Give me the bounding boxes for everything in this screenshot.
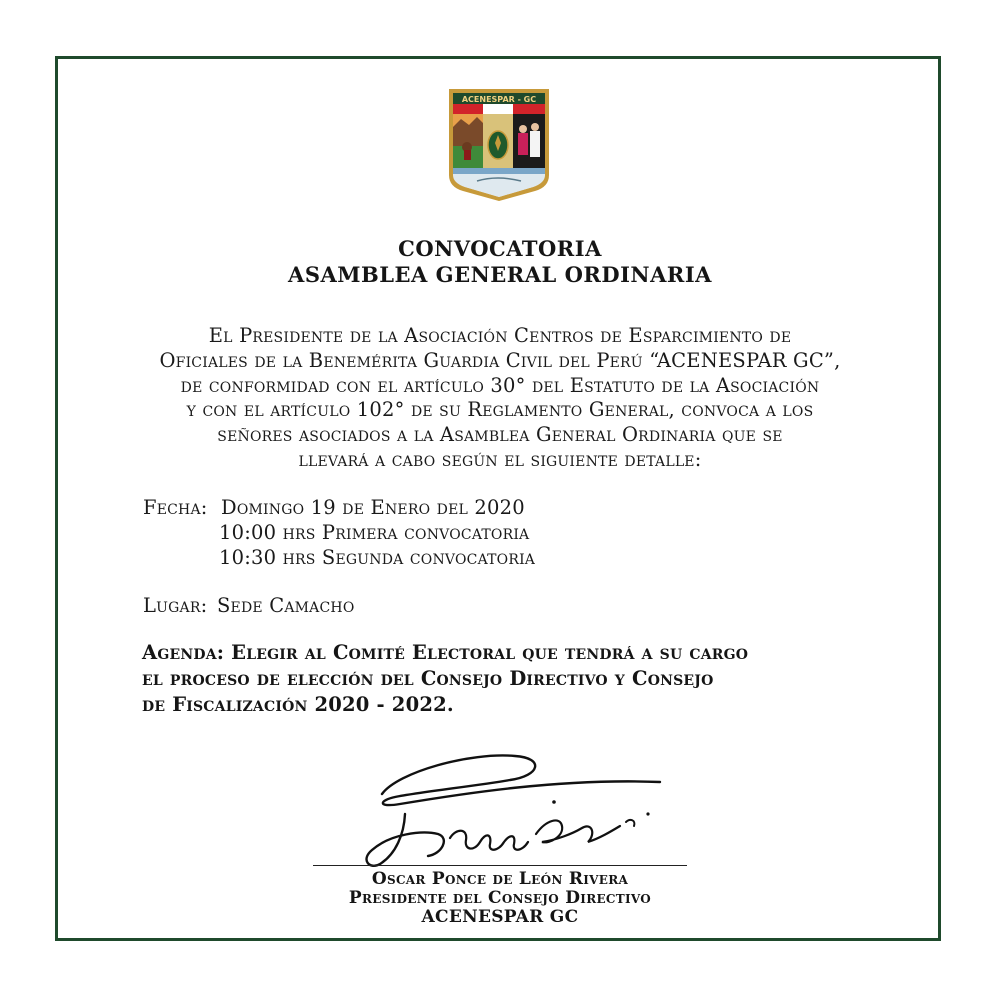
agenda-line: Agenda: Elegir al Comité Electoral que tendrá a su cargo <box>142 641 749 664</box>
agenda-block <box>142 640 748 718</box>
document-title: CONVOCATORIA <box>398 236 602 261</box>
fecha-label: Fecha: <box>143 496 208 519</box>
intro-line: señores asociados a la Asamblea General Ordinaria que se <box>217 423 783 447</box>
signature-line <box>313 865 687 866</box>
segunda-convocatoria: 10:30 hrs Segunda convocatoria <box>219 546 536 569</box>
association-coat-of-arms-icon <box>447 87 551 203</box>
intro-line: Oficiales de la Benemérita Guardia Civil del Perú “ACENESPAR GC”, <box>159 348 841 372</box>
signer-role: Presidente del Consejo Directivo <box>348 888 652 908</box>
agenda-line: el proceso de elección del Consejo Directivo y Consejo <box>142 667 714 690</box>
lugar-label: Lugar: <box>143 594 208 617</box>
signer-organization: ACENESPAR GC <box>421 907 579 927</box>
intro-line: y con el artículo 102° de su Reglamento General, convoca a los <box>186 398 814 422</box>
intro-paragraph <box>100 324 900 473</box>
agenda-line: de Fiscalización 2020 - 2022. <box>142 693 454 716</box>
intro-line: llevará a cabo según el siguiente detalle: <box>298 447 702 471</box>
intro-line: El Presidente de la Asociación Centros de Esparcimiento de <box>208 324 792 347</box>
handwritten-signature <box>310 742 690 872</box>
lugar-value: Sede Camacho <box>217 594 355 617</box>
signer-name: Oscar Ponce de León Rivera <box>371 869 629 889</box>
intro-line: de conformidad con el artículo 30° del Estatuto de la Asociación <box>180 373 820 397</box>
document-subtitle: ASAMBLEA GENERAL ORDINARIA <box>288 262 712 287</box>
primera-convocatoria: 10:00 hrs Primera convocatoria <box>219 521 530 544</box>
svg-text:ACENESPAR - GC: ACENESPAR - GC <box>461 95 537 104</box>
fecha-value: Domingo 19 de Enero del 2020 <box>221 496 525 519</box>
